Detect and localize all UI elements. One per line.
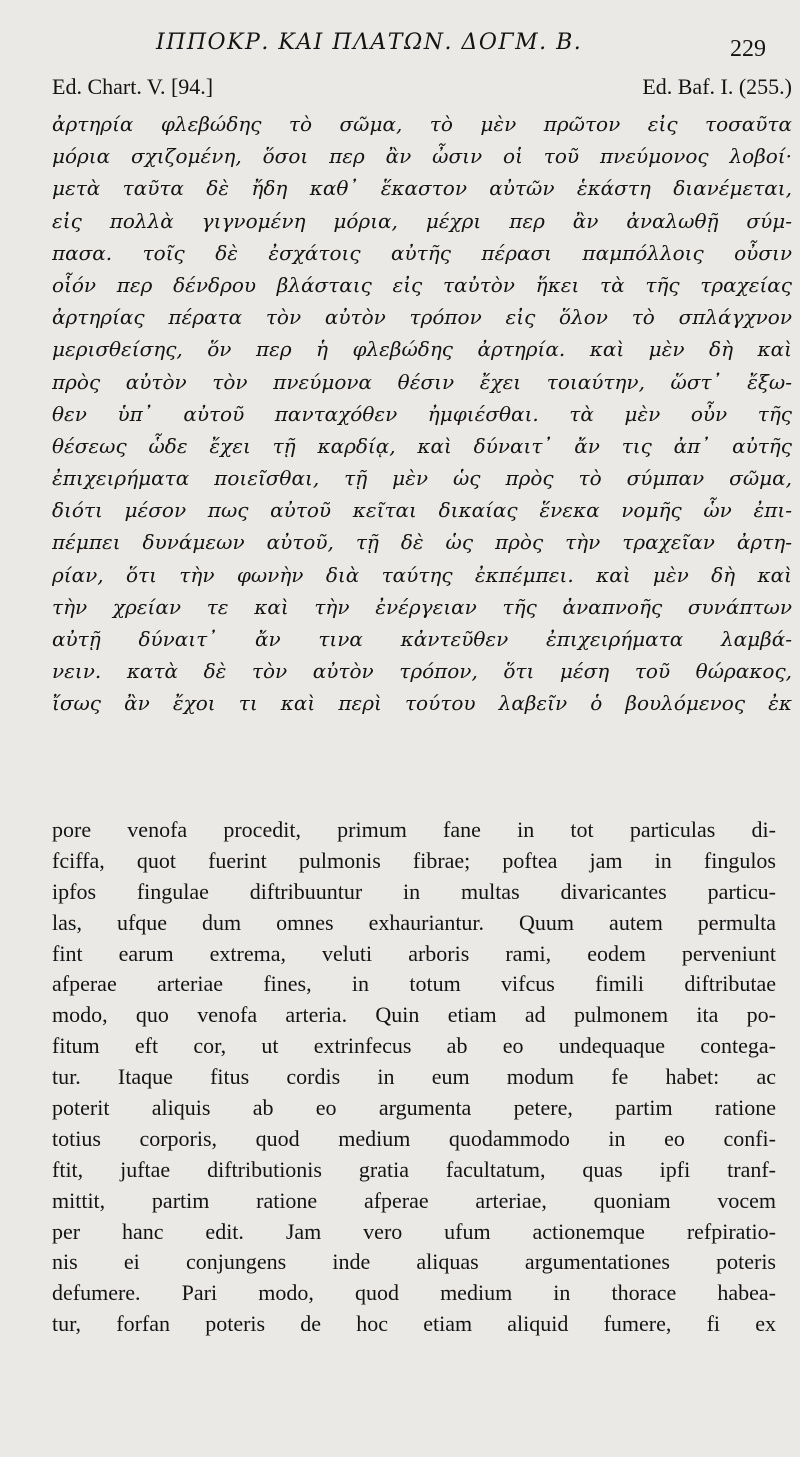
- greek-text-line: ἀρτηρίας πέρατα τὸν αὐτὸν τρόπον εἰς ὅλον τὸ σπλάγχνον: [52, 305, 792, 330]
- latin-text-line: mittit, partim ratione afperae arteriae, quoniam vocem: [52, 1187, 776, 1213]
- greek-text-line: οἷόν περ δένδρου βλάσταις εἰς ταὐτὸν ἥκει τὰ τῆς τραχείας: [52, 272, 792, 297]
- greek-text-line: πασα. τοῖς δὲ ἐσχάτοις αὐτῆς πέρασι παμπόλλοις οὖσιν: [52, 240, 792, 265]
- latin-text-line: tur, forfan poteris de hoc etiam aliquid fumere, fi ex: [52, 1311, 776, 1337]
- greek-text-line: διότι μέσον πως αὐτοῦ κεῖται δικαίας ἕνεκα νομῆς ὧν ἐπι-: [52, 498, 792, 523]
- latin-text-line: ftit, juftae diftributionis gratia facultatum, quas ipfi tranf-: [52, 1156, 776, 1182]
- greek-text-line: πρὸς αὐτὸν τὸν πνεύμονα θέσιν ἔχει τοιαύτην, ὥστ᾽ ἔξω-: [52, 369, 792, 394]
- latin-text-line: tur. Itaque fitus cordis in eum modum fe habet: ac: [52, 1064, 776, 1090]
- latin-text-line: fitum eft cor, ut extrinfecus ab eo undequaque contega-: [52, 1033, 776, 1059]
- edition-references: [52, 74, 792, 102]
- latin-translation: [52, 815, 776, 1340]
- greek-text: [52, 108, 792, 720]
- greek-text-line: θέσεως ὧδε ἔχει τῇ καρδίᾳ, καὶ δύναιτ᾽ ἄν τις ἀπ᾽ αὐτῆς: [52, 433, 792, 458]
- greek-text-line: θεν ὑπ᾽ αὐτοῦ πανταχόθεν ἠμφιέσθαι. τὰ μὲν οὖν τῆς: [52, 401, 792, 426]
- latin-text-line: afperae arteriae fines, in totum vifcus fimili diftributae: [52, 971, 776, 997]
- latin-text-line: per hanc edit. Jam vero ufum actionemque refpiratio-: [52, 1218, 776, 1244]
- edition-chartier: Ed. Chart. V. [94.]: [52, 74, 214, 99]
- latin-text-line: defumere. Pari modo, quod medium in thorace habea-: [52, 1280, 776, 1306]
- greek-text-line: μερισθείσης, ὅν περ ἡ φλεβώδης ἀρτηρία. καὶ μὲν δὴ καὶ: [52, 337, 792, 362]
- greek-text-line: μόρια σχιζομένη, ὅσοι περ ἂν ὦσιν οἱ τοῦ πνεύμονος λοβοί·: [52, 144, 792, 169]
- latin-text-line: fciffa, quot fuerint pulmonis fibrae; poftea jam in fingulos: [52, 847, 776, 873]
- latin-text-line: totius corporis, quod medium quodammodo in eo confi-: [52, 1125, 776, 1151]
- running-title: ΙΠΠΟΚΡ. ΚΑΙ ΠΛΑΤΩΝ. ΔΟΓΜ. Β.: [156, 30, 583, 55]
- greek-text-line: ἀρτηρία φλεβώδης τὸ σῶμα, τὸ μὲν πρῶτον εἰς τοσαῦτα: [52, 112, 792, 136]
- greek-text-line: ἐπιχειρήματα ποιεῖσθαι, τῇ μὲν ὡς πρὸς τὸ σύμπαν σῶμα,: [52, 466, 792, 491]
- latin-text-line: modo, quo venofa arteria. Quin etiam ad pulmonem ita po-: [52, 1002, 776, 1028]
- running-header: [0, 30, 800, 60]
- latin-text-line: las, ufque dum omnes exhauriantur. Quum autem permulta: [52, 909, 776, 935]
- edition-basel: Ed. Baf. I. (255.): [642, 74, 792, 99]
- latin-text-line: nis ei conjungens inde aliquas argumentationes poteris: [52, 1249, 776, 1275]
- greek-text-line: εἰς πολλὰ γιγνομένη μόρια, μέχρι περ ἂν ἀναλωθῇ σύμ-: [52, 208, 792, 233]
- latin-text-line: fint earum extrema, veluti arboris rami, eodem perveniunt: [52, 940, 776, 966]
- latin-text-line: pore venofa procedit, primum fane in tot particulas di-: [52, 817, 776, 842]
- greek-text-line: μετὰ ταῦτα δὲ ἤδη καθ᾽ ἕκαστον αὐτῶν ἑκάστη διανέμεται,: [52, 176, 792, 201]
- greek-text-line: τὴν χρείαν τε καὶ τὴν ἐνέργειαν τῆς ἀναπνοῆς συνάπτων: [52, 594, 792, 619]
- page-number: 229: [730, 36, 766, 62]
- greek-text-line: νειν. κατὰ δὲ τὸν αὐτὸν τρόπον, ὅτι μέση τοῦ θώρακος,: [52, 659, 792, 684]
- latin-text-line: poterit aliquis ab eo argumenta petere, partim ratione: [52, 1095, 776, 1121]
- greek-text-line: ρίαν, ὅτι τὴν φωνὴν διὰ ταύτης ἐκπέμπει. καὶ μὲν δὴ καὶ: [52, 562, 792, 587]
- latin-text-line: ipfos fingulae diftribuuntur in multas divaricantes particu-: [52, 878, 776, 904]
- greek-text-line: ἴσως ἂν ἔχοι τι καὶ περὶ τούτου λαβεῖν ὁ βουλόμενος ἐκ: [52, 691, 792, 716]
- greek-text-line: πέμπει δυνάμεων αὐτοῦ, τῇ δὲ ὡς πρὸς τὴν τραχεῖαν ἀρτη-: [52, 530, 792, 555]
- greek-text-line: αὐτῇ δύναιτ᾽ ἄν τινα κἀντεῦθεν ἐπιχειρήματα λαμβά-: [52, 627, 792, 651]
